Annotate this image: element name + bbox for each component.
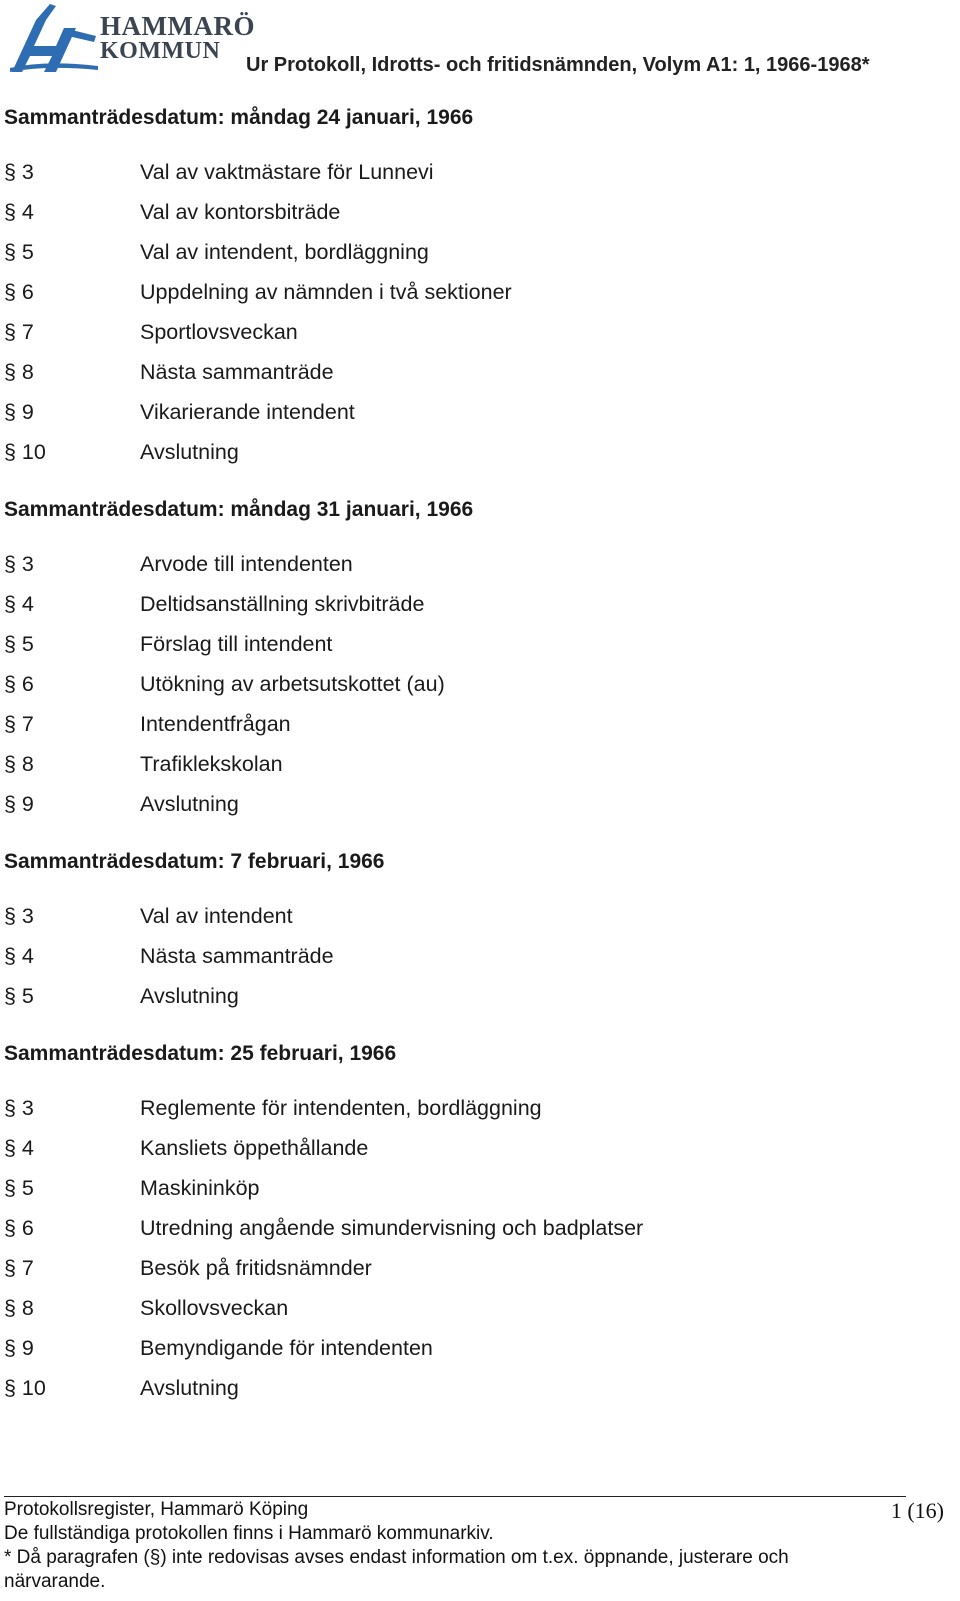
agenda-item — [4, 312, 944, 352]
agenda-item — [4, 432, 944, 472]
agenda-item — [4, 544, 944, 584]
logo-line-1: HAMMARÖ — [100, 11, 255, 41]
logo-wordmark — [100, 11, 255, 64]
meeting-date: Sammanträdesdatum: måndag 24 januari, 1966 — [4, 106, 474, 129]
agenda-title: Avslutning — [140, 984, 239, 1008]
agenda-title: Val av intendent — [140, 904, 293, 928]
footer-footnote: * Då paragrafen (§) inte redovisas avses endast information om t.ex. öppnande, justerare och närvarande. — [4, 1547, 789, 1592]
agenda-title: Deltidsanställning skrivbiträde — [140, 592, 425, 616]
agenda-title: Utökning av arbetsutskottet (au) — [140, 672, 445, 696]
agenda-title: Avslutning — [140, 1376, 239, 1400]
agenda-item — [4, 744, 944, 784]
agenda-title: Nästa sammanträde — [140, 360, 334, 384]
paragraph-number: § 6 — [4, 280, 34, 304]
agenda-title: Avslutning — [140, 440, 239, 464]
paragraph-number: § 8 — [4, 752, 34, 776]
paragraph-number: § 4 — [4, 592, 34, 616]
agenda-item — [4, 936, 944, 976]
agenda-title: Kansliets öppethållande — [140, 1136, 369, 1160]
paragraph-number: § 4 — [4, 200, 34, 224]
agenda-title: Arvode till intendenten — [140, 552, 353, 576]
agenda-item — [4, 1168, 944, 1208]
agenda-title: Avslutning — [140, 792, 239, 816]
hammaro-logo-icon — [6, 2, 102, 74]
agenda-title: Förslag till intendent — [140, 632, 333, 656]
agenda-item — [4, 1088, 944, 1128]
agenda-item — [4, 584, 944, 624]
paragraph-number: § 7 — [4, 712, 34, 736]
agenda-title: Val av kontorsbiträde — [140, 200, 341, 224]
agenda-title: Val av intendent, bordläggning — [140, 240, 429, 264]
paragraph-number: § 7 — [4, 320, 34, 344]
meeting-section — [4, 848, 944, 1016]
paragraph-number: § 9 — [4, 792, 34, 816]
paragraph-number: § 3 — [4, 904, 34, 928]
paragraph-number: § 10 — [4, 440, 46, 464]
meeting-date: Sammanträdesdatum: måndag 31 januari, 1966 — [4, 498, 474, 521]
agenda-title: Utredning angående simundervisning och badplatser — [140, 1216, 644, 1240]
agenda-title: Val av vaktmästare för Lunnevi — [140, 160, 434, 184]
agenda-item — [4, 1248, 944, 1288]
paragraph-number: § 5 — [4, 632, 34, 656]
paragraph-number: § 5 — [4, 240, 34, 264]
agenda-title: Sportlovsveckan — [140, 320, 298, 344]
paragraph-number: § 3 — [4, 1096, 34, 1120]
protocol-register — [4, 102, 944, 1432]
agenda-item — [4, 192, 944, 232]
agenda-title: Nästa sammanträde — [140, 944, 334, 968]
agenda-item — [4, 392, 944, 432]
agenda-item — [4, 704, 944, 744]
agenda-item — [4, 1368, 944, 1408]
agenda-item — [4, 976, 944, 1016]
agenda-item — [4, 232, 944, 272]
paragraph-number: § 5 — [4, 1176, 34, 1200]
agenda-title: Intendentfrågan — [140, 712, 291, 736]
logo-line-2: KOMMUN — [100, 38, 221, 64]
agenda-item — [4, 1128, 944, 1168]
agenda-item — [4, 152, 944, 192]
paragraph-number: § 4 — [4, 944, 34, 968]
agenda-title: Besök på fritidsnämnder — [140, 1256, 372, 1280]
agenda-item — [4, 1328, 944, 1368]
paragraph-number: § 6 — [4, 1216, 34, 1240]
meeting-date: Sammanträdesdatum: 25 februari, 1966 — [4, 1042, 397, 1065]
agenda-item — [4, 1288, 944, 1328]
paragraph-number: § 9 — [4, 400, 34, 424]
agenda-item — [4, 272, 944, 312]
footer-divider — [4, 1496, 906, 1497]
agenda-title: Trafiklekskolan — [140, 752, 283, 776]
meeting-date: Sammanträdesdatum: 7 februari, 1966 — [4, 850, 385, 873]
paragraph-number: § 10 — [4, 1376, 46, 1400]
paragraph-number: § 5 — [4, 984, 34, 1008]
agenda-item — [4, 624, 944, 664]
meeting-section — [4, 104, 944, 472]
meeting-section — [4, 496, 944, 824]
agenda-title: Reglemente för intendenten, bordläggning — [140, 1096, 542, 1120]
agenda-title: Vikarierande intendent — [140, 400, 355, 424]
paragraph-number: § 3 — [4, 552, 34, 576]
agenda-item — [4, 664, 944, 704]
paragraph-number: § 4 — [4, 1136, 34, 1160]
agenda-item — [4, 352, 944, 392]
agenda-title: Uppdelning av nämnden i två sektioner — [140, 280, 512, 304]
page-header — [0, 0, 960, 90]
paragraph-number: § 8 — [4, 360, 34, 384]
agenda-title: Bemyndigande för intendenten — [140, 1336, 433, 1360]
footer-archive-note: De fullständiga protokollen finns i Hammarö kommunarkiv. — [4, 1523, 494, 1544]
agenda-title: Maskininköp — [140, 1176, 260, 1200]
paragraph-number: § 8 — [4, 1296, 34, 1320]
agenda-item — [4, 896, 944, 936]
agenda-item — [4, 784, 944, 824]
agenda-item — [4, 1208, 944, 1248]
paragraph-number: § 9 — [4, 1336, 34, 1360]
footer-register: Protokollsregister, Hammarö Köping — [4, 1499, 309, 1520]
paragraph-number: § 3 — [4, 160, 34, 184]
meeting-section — [4, 1040, 944, 1408]
document-title: Ur Protokoll, Idrotts- och fritidsnämnden, Volym A1: 1, 1966-1968* — [246, 54, 870, 76]
paragraph-number: § 6 — [4, 672, 34, 696]
paragraph-number: § 7 — [4, 1256, 34, 1280]
agenda-title: Skollovsveckan — [140, 1296, 289, 1320]
page-number: 1 (16) — [890, 1498, 944, 1523]
